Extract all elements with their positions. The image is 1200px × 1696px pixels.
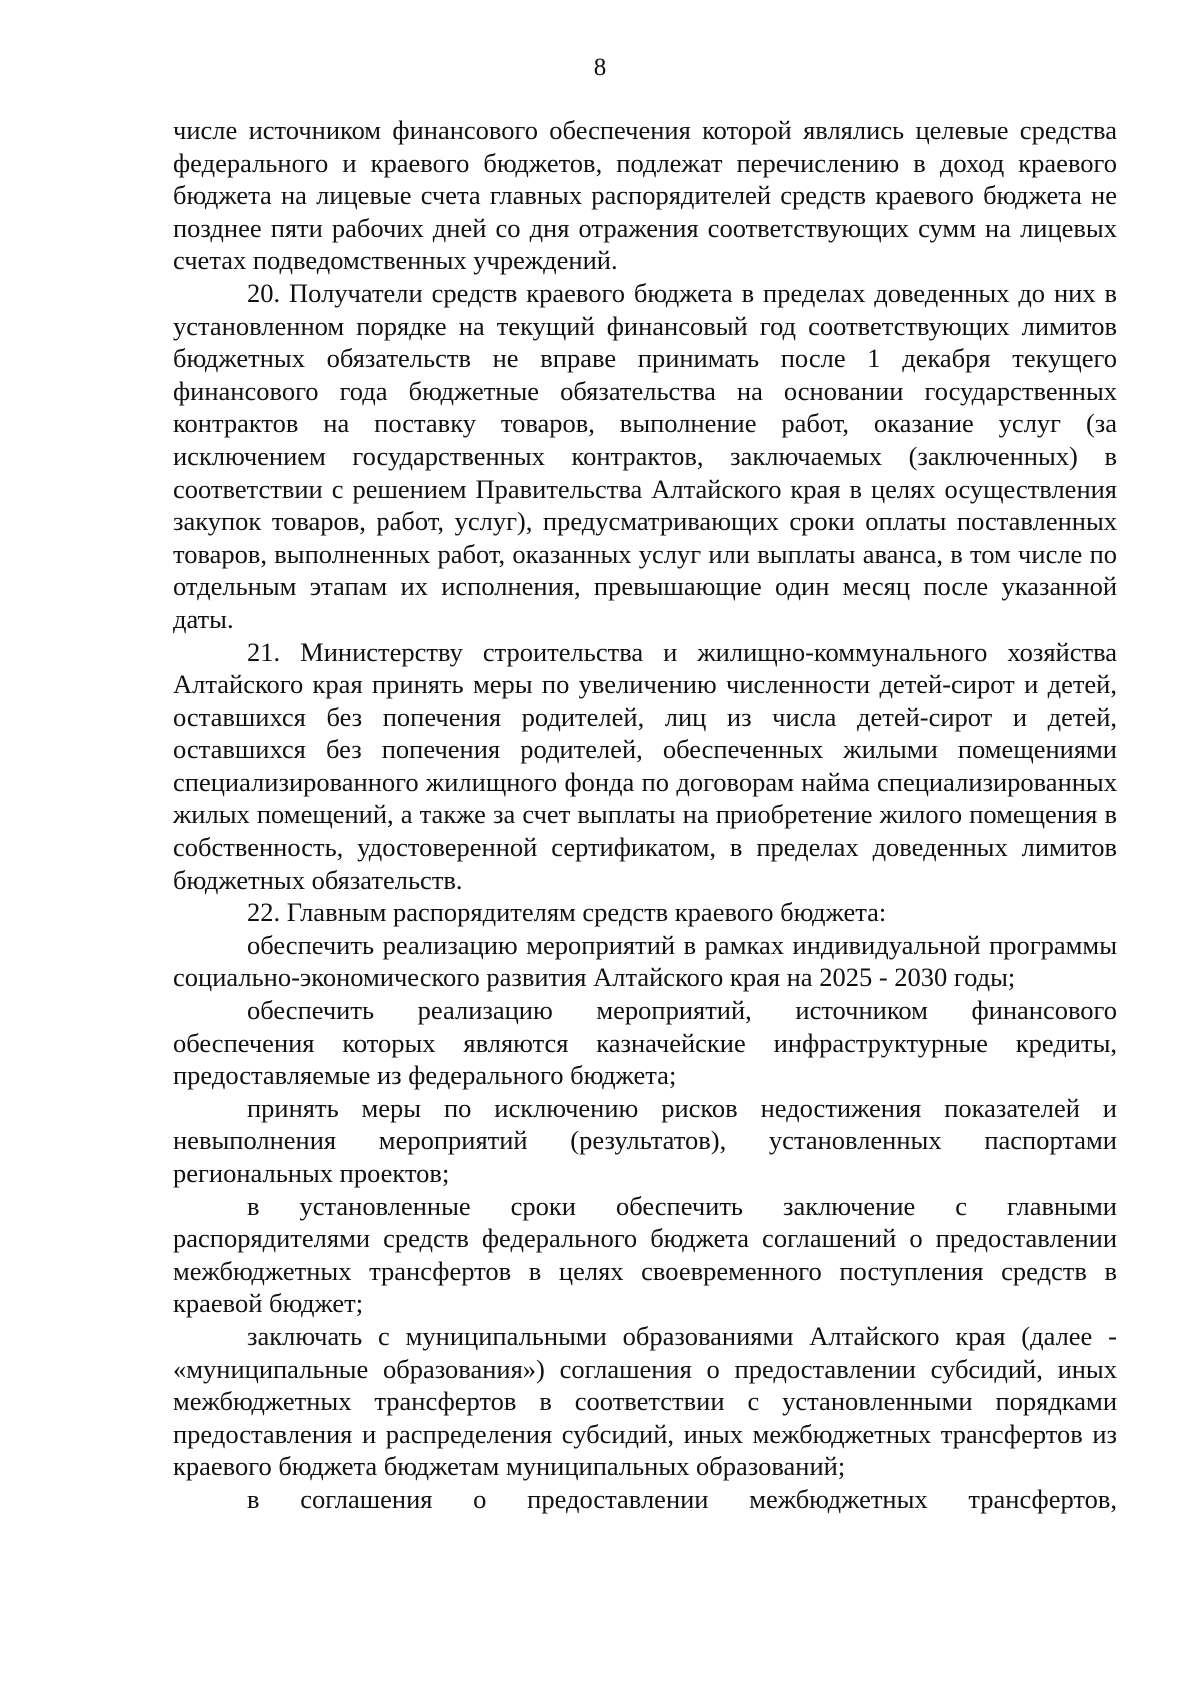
subparagraph-transfer-agreements: в соглашения о предоставлении межбюджетных трансфертов, [247,1483,1117,1514]
document-body [173,114,1117,1516]
paragraph-item-20: 20. Получатели средств краевого бюджета в пределах доведенных до них в установленном порядке на текущий финансовый год соответствующих лимитов бюджетных обязательств не вправе принимать после 1 декабря текущего финансового года бюджетные обязательства на основании государственных контрактов на поставку товаров, выполнение работ, оказание услуг (за исключением государственных контрактов, заключаемых (заключенных) в соответствии с решением Правительства Алтайского края в целях осуществления закупок товаров, работ, услуг), предусматривающих сроки оплаты поставленных товаров, выполненных работ, оказанных услуг или выплаты аванса, в том числе по отдельным этапам их исполнения, превышающие один месяц после указанной даты. [173,277,1117,634]
paragraph-item-21: 21. Министерству строительства и жилищно-коммунального хозяйства Алтайского края принять меры по увеличению численности детей-сирот и детей, оставшихся без попечения родителей, лиц из числа детей-сирот и детей, оставшихся без попечения родителей, обеспеченных жилыми помещениями специализированного жилищного фонда по договорам найма специализированных жилых помещений, а также за счет выплаты на приобретение жилого помещения в собственность, удостоверенной сертификатом, в пределах доведенных лимитов бюджетных обязательств. [173,636,1117,895]
paragraph-item-22: 22. Главным распорядителям средств краевого бюджета: [247,897,887,928]
subparagraph-municipal-agreements: заключать с муниципальными образованиями Алтайского края (далее - «муниципальные образования») соглашения о предоставлении субсидий, иных межбюджетных трансфертов в соответствии с установленными порядками предоставления и распределения субсидий, иных межбюджетных трансфертов из краевого бюджета бюджетам муниципальных образований; [173,1320,1117,1482]
subparagraph-treasury-credits: обеспечить реализацию мероприятий, источником финансового обеспечения которых являются казначейские инфраструктурные кредиты, предоставляемые из федерального бюджета; [173,995,1117,1091]
subparagraph-individual-program: обеспечить реализацию мероприятий в рамках индивидуальной программы социально-экономического развития Алтайского края на 2025 - 2030 годы; [173,929,1117,993]
paragraph-continuation: числе источником финансового обеспечения которой являлись целевые средства федерального и краевого бюджетов, подлежат перечислению в доход краевого бюджета на лицевые счета главных распорядителей средств краевого бюджета не позднее пяти рабочих дней со дня отражения соответствующих сумм на лицевых счетах подведомственных учреждений. [173,115,1117,276]
subparagraph-regional-projects: принять меры по исключению рисков недостижения показателей и невыполнения мероприятий (результатов), установленных паспортами региональных проектов; [173,1092,1117,1188]
page-number: 8 [593,54,607,81]
subparagraph-federal-agreements: в установленные сроки обеспечить заключение с главными распорядителями средств федерального бюджета соглашений о предоставлении межбюджетных трансфертов в целях своевременного поступления средств в краевой бюджет; [173,1190,1117,1319]
